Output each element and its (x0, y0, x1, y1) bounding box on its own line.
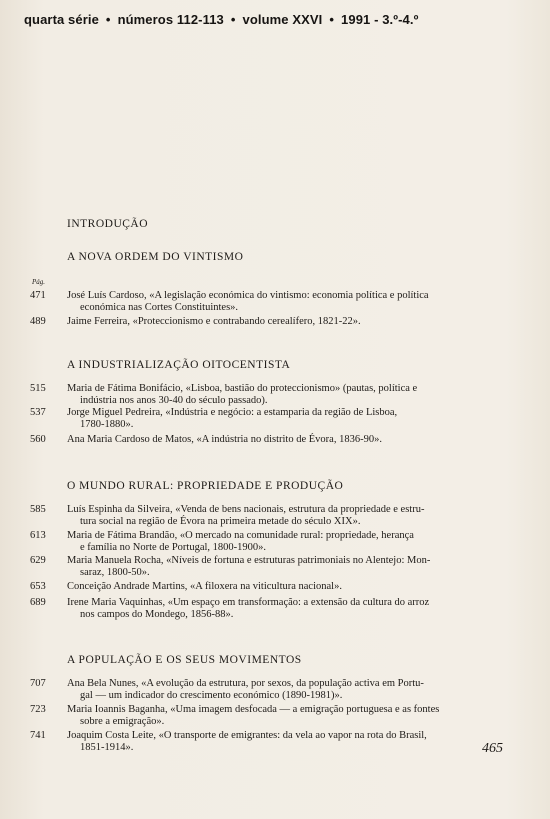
entry-line: Maria Ioannis Baganha, «Uma imagem desfocada — a emigração portuguesa e as fontes (67, 704, 440, 715)
entry-page-number: 653 (30, 581, 46, 592)
entry-citation (67, 730, 470, 754)
entry-citation (67, 597, 470, 621)
entry-page-number: 515 (30, 383, 46, 394)
entry-line-continuation: saraz, 1800-50». (80, 567, 150, 578)
entry-page-number: 629 (30, 555, 46, 566)
page-column-label: Pág. (32, 278, 46, 286)
entry-citation (67, 504, 470, 528)
entry-page-number: 471 (30, 290, 46, 301)
entry-line: Ana Bela Nunes, «A evolução da estrutura, por sexos, da população activa em Portu- (67, 678, 424, 689)
entry-line-continuation: económica nas Cortes Constituintes». (80, 302, 239, 313)
entry-line: Conceição Andrade Martins, «A filoxera na viticultura nacional». (67, 581, 342, 592)
entry-line-continuation: 1851-1914». (80, 742, 134, 753)
entry-line: Maria de Fátima Bonifácio, «Lisboa, bastião do proteccionismo» (pautas, política e (67, 383, 418, 394)
entry-citation (67, 316, 470, 328)
entry-page-number: 489 (30, 316, 46, 327)
page-number: 465 (482, 741, 503, 756)
entry-line: Maria Manuela Rocha, «Níveis de fortuna e estruturas patrimoniais no Alentejo: Mon- (67, 555, 431, 566)
entry-page-number: 560 (30, 434, 46, 445)
entry-page-number: 689 (30, 597, 46, 608)
section-heading: O MUNDO RURAL: PROPRIEDADE E PRODUÇÃO (67, 480, 344, 492)
volume-label: volume XXVI (242, 12, 323, 27)
entry-line-continuation: nos campos do Mondego, 1856-88». (80, 609, 234, 620)
entry-line: Maria de Fátima Brandão, «O mercado na comunidade rural: propriedade, herança (67, 530, 414, 541)
issue-numbers: números 112-113 (117, 12, 224, 27)
entry-line: Jorge Miguel Pedreira, «Indústria e negócio: a estamparia da região de Lisboa, (67, 407, 398, 418)
entry-citation (67, 555, 470, 579)
entry-citation (67, 383, 470, 407)
series-label: quarta série (24, 12, 99, 27)
entry-line: Luís Espinha da Silveira, «Venda de bens nacionais, estrutura da propriedade e estru- (67, 504, 425, 515)
entry-page-number: 537 (30, 407, 46, 418)
entry-line: Joaquim Costa Leite, «O transporte de emigrantes: da vela ao vapor na rota do Brasil, (67, 730, 427, 741)
section-heading: A POPULAÇÃO E OS SEUS MOVIMENTOS (67, 654, 302, 666)
entry-citation (67, 530, 470, 554)
entry-citation (67, 290, 470, 314)
entry-page-number: 585 (30, 504, 46, 515)
entry-line-continuation: sobre a emigração». (80, 716, 165, 727)
entry-page-number: 741 (30, 730, 46, 741)
entry-line-continuation: indústria nos anos 30-40 do século passado). (80, 395, 268, 406)
section-heading: A INDUSTRIALIZAÇÃO OITOCENTISTA (67, 359, 291, 371)
entry-citation (67, 704, 470, 728)
entry-page-number: 707 (30, 678, 46, 689)
issue-header (24, 12, 524, 27)
entry-line: Irene Maria Vaquinhas, «Um espaço em transformação: a extensão da cultura do arroz (67, 597, 430, 608)
entry-citation (67, 407, 470, 431)
header-separator: • (230, 12, 236, 27)
entry-citation (67, 434, 470, 446)
entry-page-number: 613 (30, 530, 46, 541)
entry-line: Ana Maria Cardoso de Matos, «A indústria no distrito de Évora, 1836-90». (67, 434, 382, 445)
entry-line-continuation: tura social na região de Évora na primeira metade do século XIX». (80, 516, 361, 527)
introduction-heading: INTRODUÇÃO (67, 218, 149, 230)
entry-line-continuation: 1780-1880». (80, 419, 134, 430)
entry-line: Jaime Ferreira, «Proteccionismo e contrabando cerealífero, 1821-22». (67, 316, 361, 327)
header-separator: • (329, 12, 335, 27)
entry-line: José Luís Cardoso, «A legislação económica do vintismo: economia política e política (67, 290, 429, 301)
section-heading: A NOVA ORDEM DO VINTISMO (67, 251, 244, 263)
entry-citation (67, 678, 470, 702)
entry-line-continuation: gal — um indicador do crescimento económico (1890-1981)». (80, 690, 343, 701)
header-separator: • (105, 12, 111, 27)
entry-citation (67, 581, 470, 593)
entry-page-number: 723 (30, 704, 46, 715)
entry-line-continuation: e família no Norte de Portugal, 1800-1900». (80, 542, 267, 553)
year-label: 1991 - 3.º-4.º (341, 12, 419, 27)
